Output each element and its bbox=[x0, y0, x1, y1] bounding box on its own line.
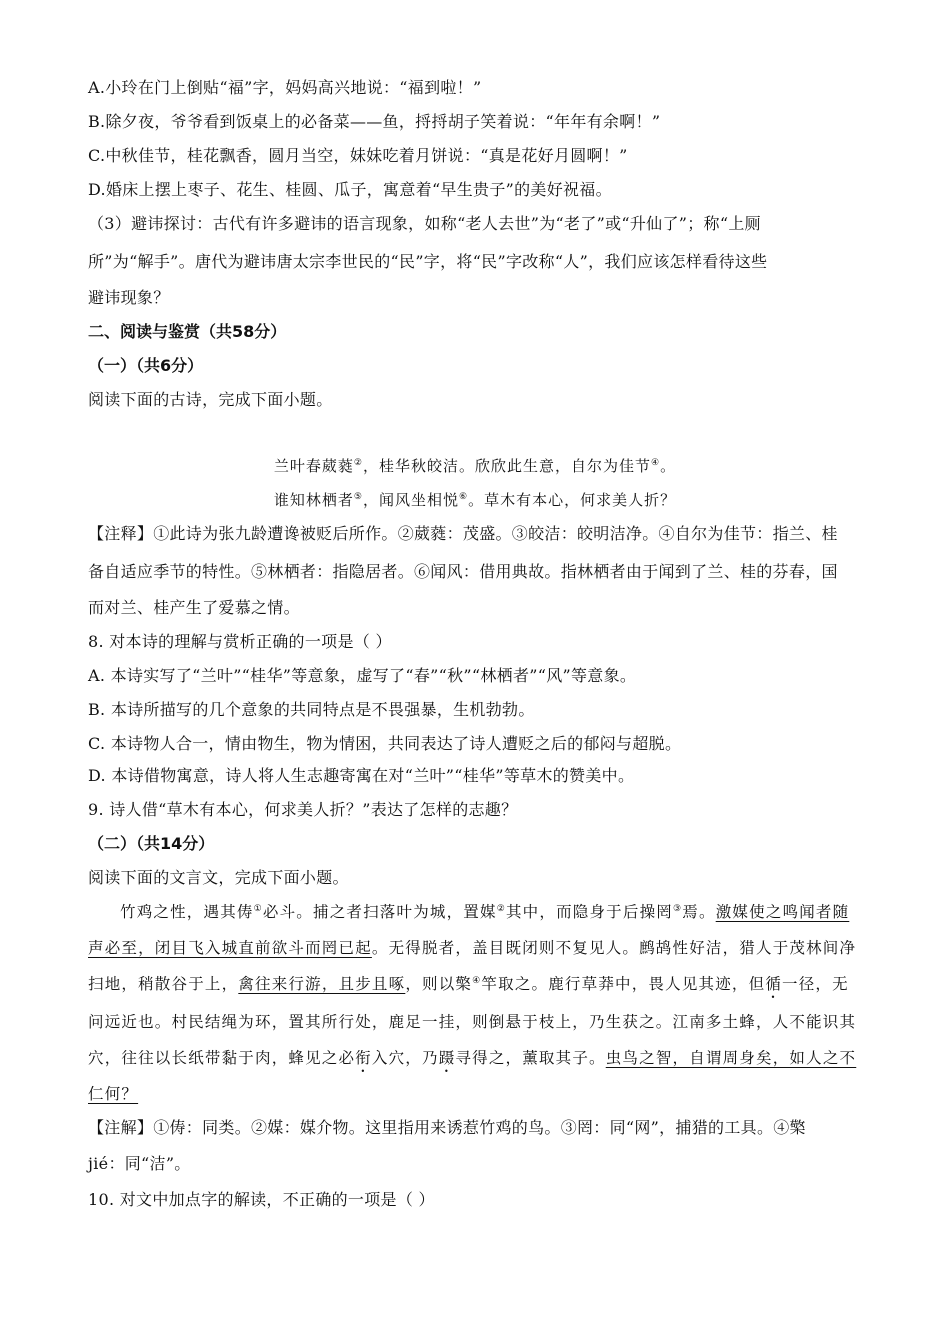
part-1-title: （一）（共6分） bbox=[88, 356, 204, 375]
poem-line-1: 兰叶春葳蕤②，桂华秋皎洁。欣欣此生意，自尔为佳节④。 bbox=[273, 457, 677, 475]
q7-option-c: C.中秋佳节，桂花飘香，圆月当空，妹妹吃着月饼说：“真是花好月圆啊！” bbox=[88, 146, 628, 165]
q7-option-d: D.婚床上摆上枣子、花生、桂圆、瓜子，寓意着“早生贵子”的美好祝福。 bbox=[88, 180, 612, 199]
dotted-char-nie: 蹑 bbox=[438, 1049, 456, 1067]
question-8-option-b: B. 本诗所描写的几个意象的共同特点是不畏强暴，生机勃勃。 bbox=[88, 700, 535, 719]
classical-text-line-3: 扫地，稍散谷于上，禽往来行游，且步且啄，则以檠④竿取之。鹿行草莽中，畏人见其迹，但循一径，无 bbox=[88, 975, 849, 993]
classical-text-line-2: 声必至，闭目飞入城直前欲斗而罔已起。无得脱者，盖目既闭则不复见人。鹧鸪性好洁，猎人于茂林间净 bbox=[88, 939, 857, 957]
classical-text-line-1: 竹鸡之性，遇其俦①必斗。捕之者扫落叶为城，置媒②其中，而隐身于后操罔③焉。激媒使之鸣闻者随 bbox=[120, 903, 850, 921]
classical-note-line-2: jié：同“洁”。 bbox=[88, 1154, 191, 1173]
question-8-option-d: D. 本诗借物寓意，诗人将人生志趣寄寓在对“兰叶”“桂华”等草木的赞美中。 bbox=[88, 766, 635, 785]
underlined-sentence-3: 虫鸟之智，自谓周身矣，如人之不 bbox=[605, 1049, 857, 1067]
q7-3-line-1: （3）避讳探讨：古代有许多避讳的语言现象，如称“老人去世”为“老了”或“升仙了”；称“上厕 bbox=[88, 214, 761, 233]
q7-option-b: B.除夕夜，爷爷看到饭桌上的必备菜——鱼，捋捋胡子笑着说：“年年有余啊！” bbox=[88, 112, 661, 131]
classical-text-line-6 bbox=[88, 1084, 138, 1104]
question-8-option-c: C. 本诗物人合一，情由物生，物为情困，共同表达了诗人遭贬之后的郁闷与超脱。 bbox=[88, 734, 682, 753]
underlined-sentence-1-cont: 声必至，闭目飞入城直前欲斗而罔已起 bbox=[88, 939, 372, 957]
question-10: 10. 对文中加点字的解读，不正确的一项是（ ） bbox=[88, 1190, 435, 1209]
question-8: 8. 对本诗的理解与赏析正确的一项是（ ） bbox=[88, 632, 392, 651]
part-2-instruction: 阅读下面的文言文，完成下面小题。 bbox=[88, 868, 349, 887]
classical-text-line-4: 问远近也。村民结绳为环，置其所行处，鹿足一挂，则倒悬于枝上，乃生获之。江南多土蜂，人不能识其 bbox=[88, 1013, 857, 1031]
dotted-char-xun: 循 bbox=[765, 975, 783, 993]
poem-note-line-2: 备自适应季节的特性。⑤林栖者：指隐居者。⑥闻风：借用典故。指林栖者由于闻到了兰、桂的芬春，国 bbox=[88, 562, 838, 581]
poem-note-line-1: 【注释】①此诗为张九龄遭谗被贬后所作。②葳蕤：茂盛。③皎洁：皎明洁净。④自尔为佳节：指兰、桂 bbox=[88, 524, 838, 543]
classical-note-line-1: 【注解】①俦：同类。②媒：媒介物。这里指用来诱惹竹鸡的鸟。③罔：同“网”，捕猎的工具。④檠 bbox=[88, 1118, 806, 1137]
question-9: 9. 诗人借“草木有本心，何求美人折？”表达了怎样的志趣？ bbox=[88, 800, 518, 819]
part-1-instruction: 阅读下面的古诗，完成下面小题。 bbox=[88, 390, 333, 409]
q7-option-a: A.小玲在门上倒贴“福”字，妈妈高兴地说：“福到啦！” bbox=[88, 78, 482, 97]
q7-3-line-2: 所”为“解手”。唐代为避讳唐太宗李世民的“民”字，将“民”字改称“人”，我们应该怎样看待这些 bbox=[88, 252, 768, 271]
part-2-title: （二）（共14分） bbox=[88, 834, 215, 853]
question-8-option-a: A. 本诗实写了“兰叶”“桂华”等意象，虚写了“春”“秋”“林栖者”“风”等意象。 bbox=[88, 666, 637, 685]
q7-3-line-3: 避讳现象？ bbox=[88, 288, 170, 307]
poem-line-2: 谁知林栖者⑤，闻风坐相悦⑥。草木有本心，何求美人折？ bbox=[273, 491, 677, 509]
underlined-sentence-2: 禽往来行游，且步且啄 bbox=[238, 975, 406, 993]
section-2-title: 二、阅读与鉴赏（共58分） bbox=[88, 322, 287, 341]
classical-text-line-5: 穴，往往以长纸带黏于肉，蜂见之必衔入穴，乃蹑寻得之，薰取其子。虫鸟之智，自谓周身矣，如人之不 bbox=[88, 1049, 857, 1067]
dotted-char-xian: 衔 bbox=[355, 1049, 372, 1067]
underlined-sentence-1: 激媒使之鸣闻者随 bbox=[715, 903, 850, 921]
underlined-sentence-3-cont: 仁何？ bbox=[88, 1085, 139, 1103]
poem-note-line-3: 而对兰、桂产生了爱慕之情。 bbox=[88, 598, 300, 617]
